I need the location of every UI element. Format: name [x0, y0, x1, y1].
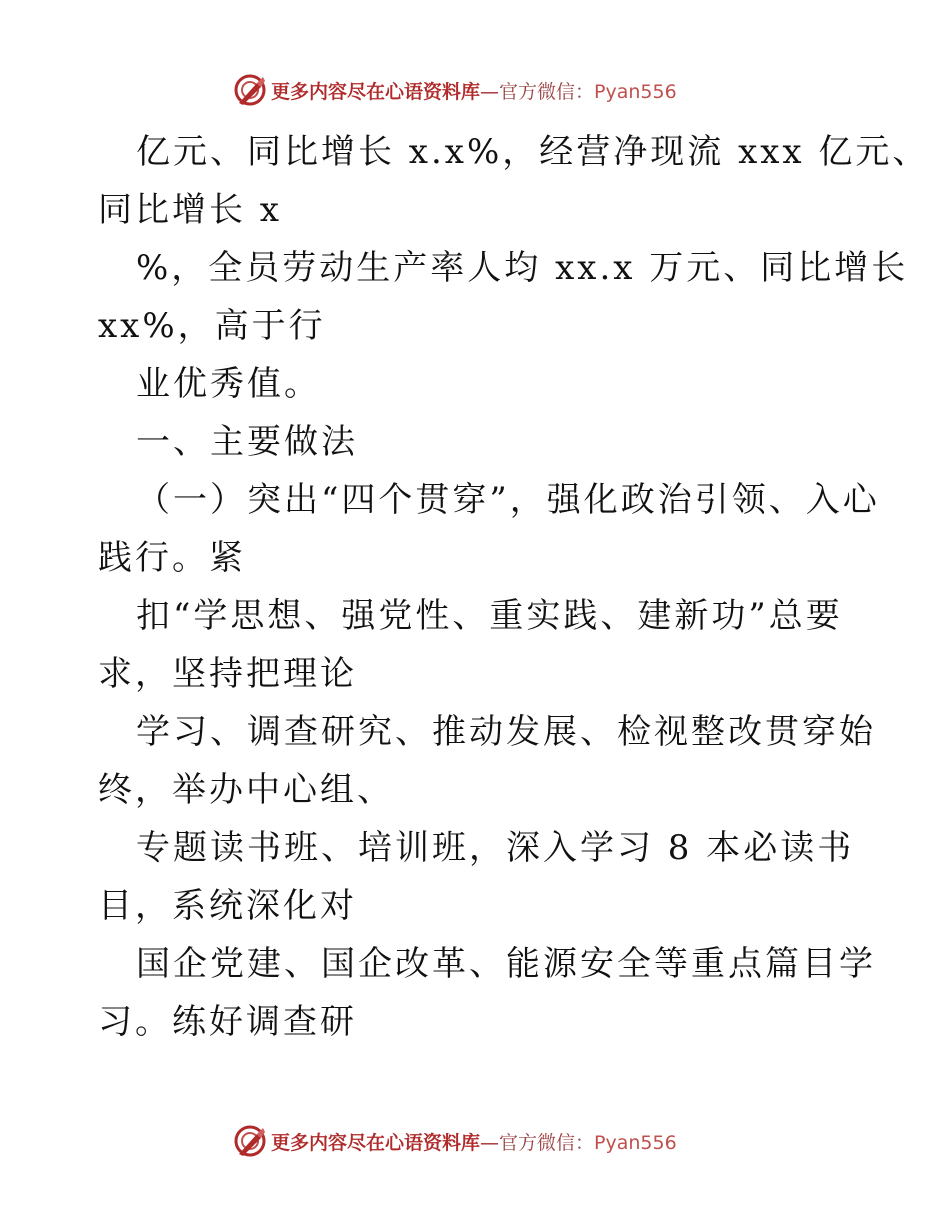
- watermark-text: [271, 1128, 677, 1155]
- watermark-text: [271, 77, 677, 104]
- subsection-heading: （一）突出“四个贯穿”，强化政治引领、入心: [136, 480, 880, 520]
- text-line: 目，系统深化对: [98, 886, 357, 926]
- text-line: 国企党建、国企改革、能源安全等重点篇目学: [136, 944, 876, 984]
- watermark-wechat-id: Pyan556: [594, 1131, 677, 1154]
- footer-watermark: [233, 1124, 677, 1158]
- text-line: 习。练好调查研: [98, 1002, 357, 1042]
- text-line: 终，举办中心组、: [98, 770, 394, 810]
- watermark-brand: 更多内容尽在心语资料库: [271, 1131, 481, 1154]
- pen-circle-logo-icon: [233, 73, 267, 107]
- document-body: [98, 123, 930, 1051]
- text-line: 扣“学思想、强党性、重实践、建新功”总要: [136, 596, 843, 636]
- text-line: 专题读书班、培训班，深入学习 8 本必读书: [136, 828, 855, 868]
- watermark-wechat-label: 官方微信：: [499, 1131, 595, 1154]
- text-line: 践行。紧: [98, 538, 246, 578]
- watermark-brand: 更多内容尽在心语资料库: [271, 80, 481, 103]
- watermark-wechat-label: 官方微信：: [499, 80, 595, 103]
- text-line: %，全员劳动生产率人均 xx.x 万元、同比增长: [136, 248, 909, 288]
- text-line: 同比增长 x: [98, 190, 282, 230]
- text-line: 求，坚持把理论: [98, 654, 357, 694]
- header-watermark: [233, 73, 677, 107]
- text-line: 学习、调查研究、推动发展、检视整改贯穿始: [136, 712, 876, 752]
- text-line: 亿元、同比增长 x.x%，经营净现流 xxx 亿元、: [136, 132, 930, 172]
- watermark-dash: —: [480, 80, 500, 103]
- watermark-dash: —: [480, 1131, 500, 1154]
- watermark-wechat-id: Pyan556: [594, 80, 677, 103]
- pen-circle-logo-icon: [233, 1124, 267, 1158]
- section-heading: 一、主要做法: [136, 422, 358, 462]
- text-line: xx%，高于行: [98, 306, 326, 346]
- text-line: 业优秀值。: [136, 364, 321, 404]
